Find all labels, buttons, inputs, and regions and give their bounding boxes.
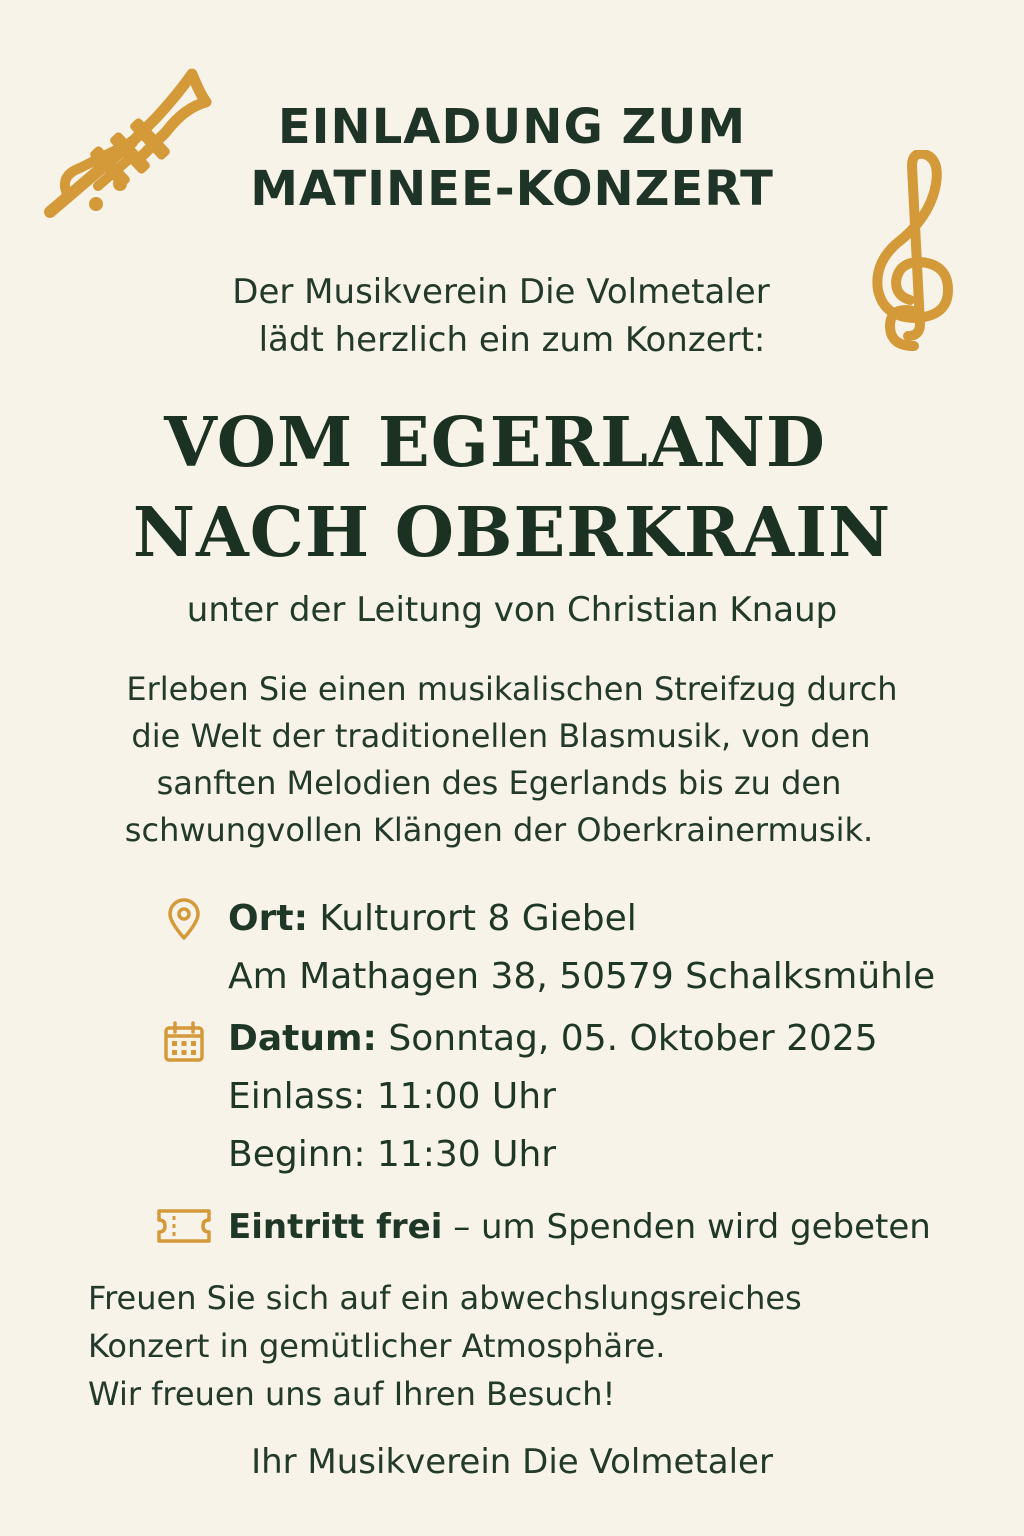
ticket-icon <box>156 1208 212 1244</box>
date-label: Datum: <box>228 1018 377 1059</box>
location-address: Am Mathagen 38, 50579 Schalksmühle <box>228 956 936 997</box>
title-line-2: NACH OBERKRAIN <box>132 493 892 573</box>
description-line: sanften Melodien des Egerlands bis zu den <box>156 764 842 802</box>
location-pin-icon <box>162 898 206 942</box>
heading-line-2: MATINEE-KONZERT <box>250 161 774 217</box>
intro-line-2: lädt herzlich ein zum Konzert: <box>258 320 766 360</box>
concert-description <box>0 666 1024 854</box>
date-value: Sonntag, 05. Oktober 2025 <box>388 1018 878 1059</box>
entry-time: Einlass: 11:00 Uhr <box>228 1076 556 1117</box>
location-name: Kulturort 8 Giebel <box>319 898 637 939</box>
location-line <box>228 890 988 948</box>
invitation-heading <box>0 96 1024 220</box>
closing-line: Konzert in gemütlicher Atmosphäre. <box>88 1327 666 1365</box>
conductor-subtitle: unter der Leitung von Christian Knaup <box>186 590 838 630</box>
concert-title <box>0 398 1024 578</box>
admission-note: – um Spenden wird gebeten <box>453 1207 931 1247</box>
start-time: Beginn: 11:30 Uhr <box>228 1134 557 1175</box>
signature: Ihr Musikverein Die Volmetaler <box>251 1442 773 1482</box>
title-line-1: VOM EGERLAND <box>164 403 826 483</box>
date-info <box>228 1010 988 1184</box>
admission-info <box>228 1198 988 1256</box>
location-label: Ort: <box>228 898 308 939</box>
intro-line-1: Der Musikverein Die Volmetaler <box>232 272 770 312</box>
admission-line <box>228 1198 988 1256</box>
closing-line: Freuen Sie sich auf ein abwechslungsreiches <box>88 1279 802 1317</box>
intro-text <box>0 268 1024 364</box>
calendar-icon <box>162 1020 206 1064</box>
closing-line: Wir freuen uns auf Ihren Besuch! <box>88 1375 616 1413</box>
admission-label: Eintritt frei <box>228 1207 443 1247</box>
heading-line-1: EINLADUNG ZUM <box>277 99 747 155</box>
date-line <box>228 1010 988 1068</box>
description-line: schwungvollen Klängen der Oberkrainermusik. <box>124 811 874 849</box>
location-info <box>228 890 988 1006</box>
closing-text <box>88 1274 802 1418</box>
description-line: die Welt der traditionellen Blasmusik, von den <box>131 717 871 755</box>
description-line: Erleben Sie einen musikalischen Streifzug durch <box>126 670 898 708</box>
